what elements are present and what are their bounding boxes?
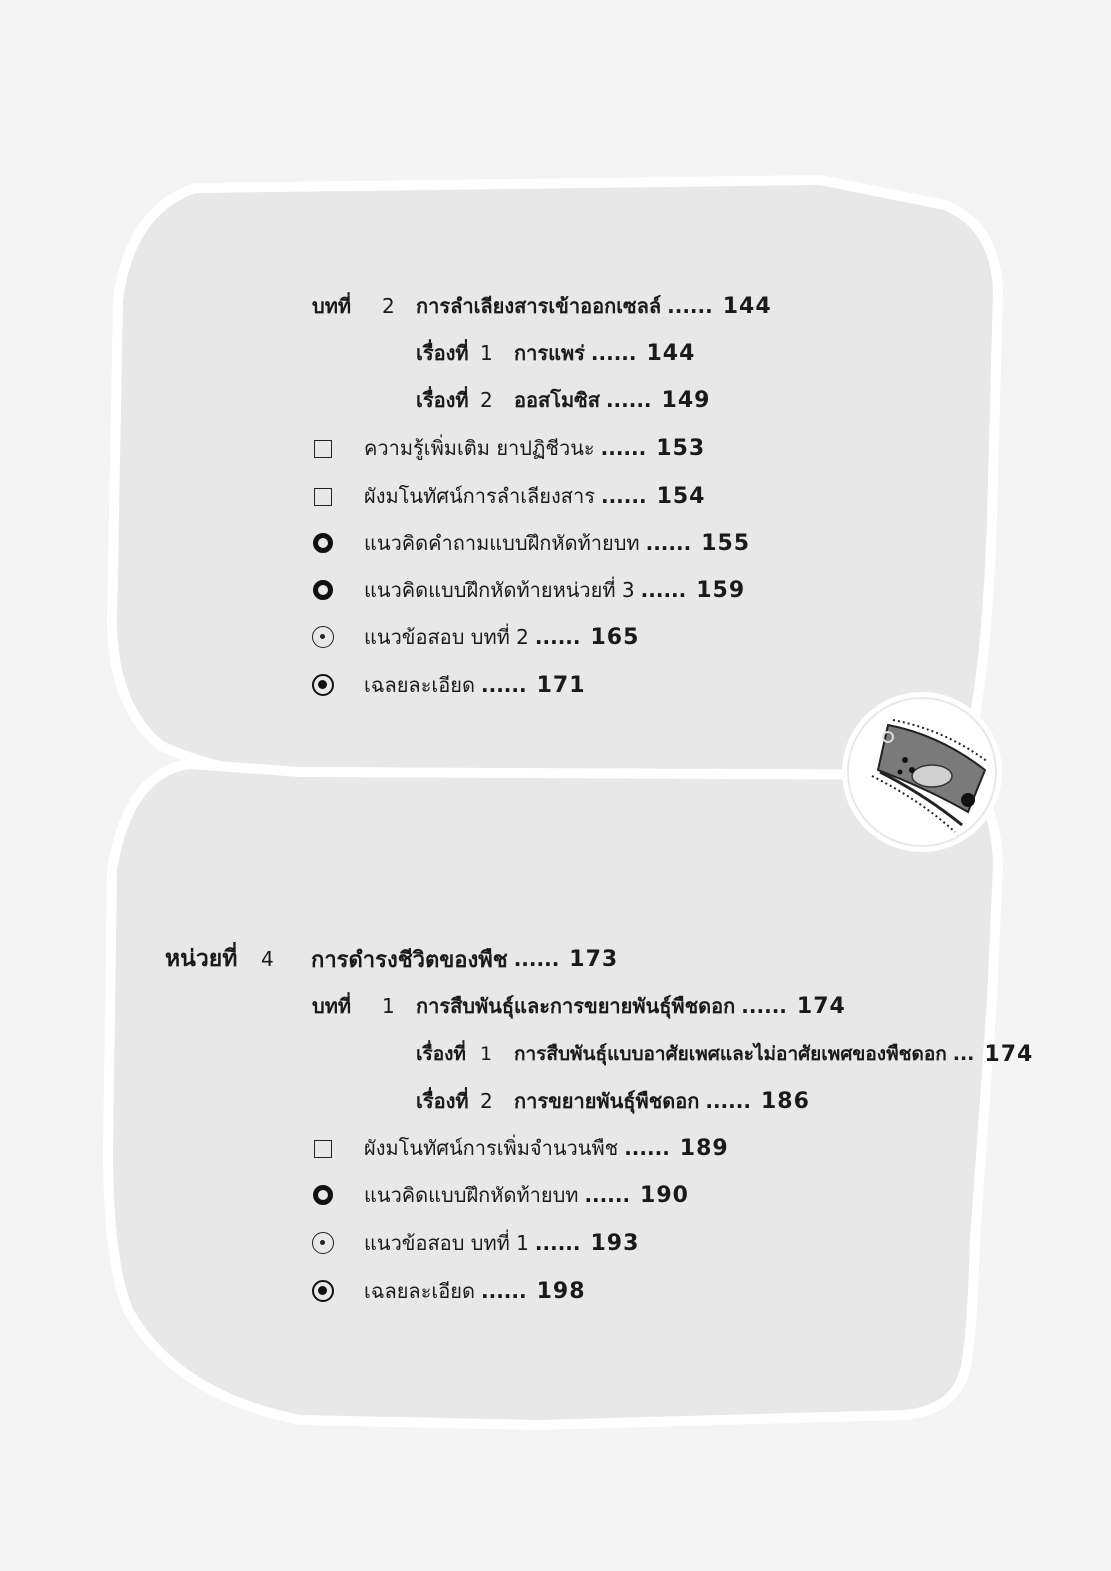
leader-dots: ......: [624, 1136, 670, 1160]
leader-dots: ......: [667, 294, 713, 318]
topic-number: 2: [480, 388, 493, 412]
ring-icon: [313, 1185, 333, 1205]
square-icon: [314, 440, 332, 458]
page-number: 174: [796, 993, 846, 1019]
leader-dots: ......: [584, 1183, 631, 1207]
page-number: 193: [590, 1230, 640, 1256]
toc-item-row[interactable]: [364, 573, 745, 607]
topic-number: 2: [480, 1089, 493, 1113]
chapter-number: 2: [382, 294, 395, 318]
dot-circle-icon: [312, 1232, 334, 1254]
toc-item-row[interactable]: [364, 1131, 729, 1165]
leader-dots: ......: [600, 436, 647, 460]
leader-dots: ......: [534, 625, 581, 649]
toc-topic-row[interactable]: [416, 383, 710, 417]
toc-item-row[interactable]: [364, 620, 639, 654]
page-number: 159: [696, 577, 746, 603]
dot-circle-icon: [312, 626, 334, 648]
page-number: 198: [536, 1278, 586, 1304]
topic-number: 1: [480, 1043, 493, 1065]
cell-illustration: [842, 692, 1002, 852]
square-icon: [314, 1140, 332, 1158]
toc-item-row[interactable]: [364, 1178, 689, 1212]
toc-topic-row[interactable]: [416, 1084, 810, 1118]
chapter-label: บทที่: [312, 294, 352, 318]
item-title: เฉลยละเอียด: [364, 1279, 475, 1303]
topic-title: ออสโมซิส: [514, 388, 600, 412]
page-number: 154: [656, 483, 706, 509]
page-number: 189: [679, 1135, 729, 1161]
unit-label: หน่วยที่: [165, 946, 238, 972]
square-icon: [314, 488, 332, 506]
toc-item-row[interactable]: [364, 668, 586, 702]
page-number: 171: [536, 672, 586, 698]
toc-item-row[interactable]: [364, 526, 750, 560]
leader-dots: ......: [741, 994, 787, 1018]
topic-label: เรื่องที่: [416, 388, 469, 412]
topic-title: การสืบพันธุ์แบบอาศัยเพศและไม่อาศัยเพศของพืชดอก: [514, 1043, 947, 1065]
leader-dots: ......: [600, 484, 647, 508]
item-title: ความรู้เพิ่มเติม ยาปฏิชีวนะ: [364, 436, 595, 460]
leader-dots: ......: [705, 1089, 751, 1113]
item-title: แนวข้อสอบ บทที่ 1: [364, 1231, 529, 1255]
item-title: แนวคิดแบบฝึกหัดท้ายหน่วยที่ 3: [364, 578, 635, 602]
toc-item-row[interactable]: [364, 1274, 586, 1308]
page-number: 149: [661, 387, 711, 413]
chapter-number: 1: [382, 994, 395, 1018]
topic-number: 1: [480, 341, 493, 365]
leader-dots: ......: [481, 1279, 527, 1303]
toc-topic-row[interactable]: [416, 1037, 1033, 1071]
toc-topic-row[interactable]: [416, 336, 695, 370]
leader-dots: ......: [605, 388, 652, 412]
toc-item-row[interactable]: [364, 1226, 639, 1260]
leader-dots: ......: [513, 947, 560, 971]
topic-title: การแพร่: [514, 341, 585, 365]
page-number: 165: [590, 624, 640, 650]
leader-dots: ...: [952, 1043, 975, 1065]
page-number: 144: [646, 340, 696, 366]
toc-unit-row[interactable]: [165, 941, 618, 977]
item-title: ผังมโนทัศน์การเพิ่มจำนวนพืช: [364, 1136, 619, 1160]
toc-chapter-row[interactable]: [312, 289, 772, 323]
chapter-label: บทที่: [312, 994, 352, 1018]
page-number: 144: [722, 293, 772, 319]
item-title: ผังมโนทัศน์การลำเลียงสาร: [364, 484, 595, 508]
toc-item-row[interactable]: [364, 431, 705, 465]
ring-icon: [313, 533, 333, 553]
bold-dot-circle-icon: [312, 674, 334, 696]
page-number: 190: [640, 1182, 689, 1208]
unit-title: การดำรงชีวิตของพืช: [311, 947, 508, 973]
page-number: 155: [701, 530, 751, 556]
unit-number: 4: [261, 947, 274, 971]
page-number: 186: [760, 1088, 810, 1114]
page-number: 174: [984, 1041, 1034, 1067]
leader-dots: ......: [640, 578, 687, 602]
item-title: แนวข้อสอบ บทที่ 2: [364, 625, 529, 649]
bold-dot-circle-icon: [312, 1280, 334, 1302]
item-title: เฉลยละเอียด: [364, 673, 475, 697]
toc-item-row[interactable]: [364, 479, 706, 513]
toc-chapter-row[interactable]: [312, 989, 846, 1023]
page-number: 153: [656, 435, 706, 461]
chapter-title: การสืบพันธุ์และการขยายพันธุ์พืชดอก: [416, 994, 736, 1018]
leader-dots: ......: [534, 1231, 581, 1255]
item-title: แนวคิดแบบฝึกหัดท้ายบท: [364, 1183, 579, 1207]
page-number: 173: [569, 946, 619, 972]
leader-dots: ......: [590, 341, 637, 365]
item-title: แนวคิดคำถามแบบฝึกหัดท้ายบท: [364, 531, 640, 555]
topic-title: การขยายพันธุ์พืชดอก: [514, 1089, 700, 1113]
topic-label: เรื่องที่: [416, 341, 469, 365]
leader-dots: ......: [481, 673, 527, 697]
ring-icon: [313, 580, 333, 600]
topic-label: เรื่องที่: [416, 1043, 466, 1065]
chapter-title: การลำเลียงสารเข้าออกเซลล์: [416, 294, 662, 318]
topic-label: เรื่องที่: [416, 1089, 469, 1113]
leader-dots: ......: [645, 531, 692, 555]
